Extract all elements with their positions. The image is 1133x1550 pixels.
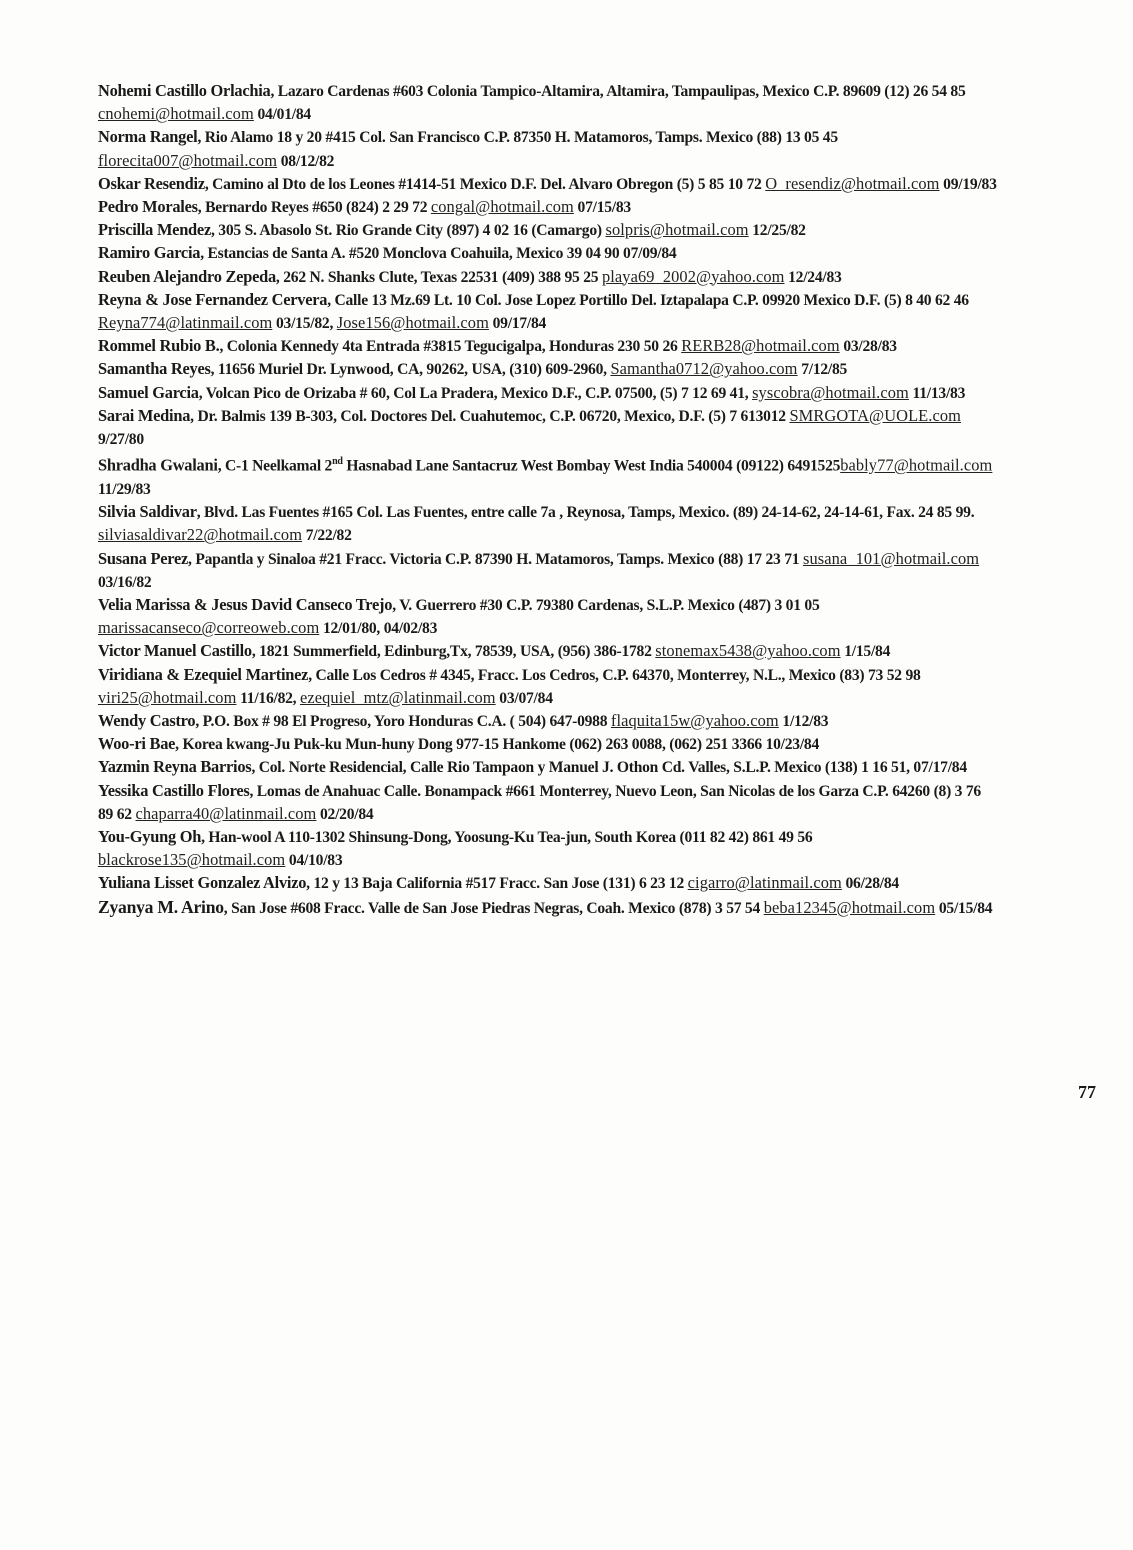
contact-details: 11/16/82, [236, 689, 300, 707]
contact-name: Oskar Resendiz [98, 173, 205, 193]
contact-details: 03/16/82 [98, 573, 152, 591]
directory-entry [98, 242, 998, 265]
contact-details: 1/15/84 [840, 643, 891, 661]
email-link[interactable]: marissacanseco@correoweb.com [98, 618, 320, 638]
contact-details: 7/22/82 [302, 527, 352, 545]
directory-entry [98, 196, 998, 219]
directory-page [98, 80, 998, 920]
contact-details: 09/19/83 [939, 175, 997, 193]
contact-details: , Dr. Balmis 139 B-303, Col. Doctores Del. Cuahutemoc, C.P. 06720, Mexico, D.F. (5) 7 613012 [190, 407, 790, 425]
email-link[interactable]: flaquita15w@yahoo.com [610, 710, 779, 730]
contact-details: , Calle Los Cedros # 4345, Fracc. Los Cedros, C.P. 64370, Monterrey, N.L., Mexico (83) 73 52 98 [308, 666, 921, 684]
ordinal-suffix: nd [332, 456, 343, 468]
contact-details: , Bernardo Reyes #650 (824) 2 29 72 [197, 199, 431, 217]
contact-name: You-Gyung Oh [98, 826, 202, 846]
contact-name: Yessika Castillo Flores [98, 780, 250, 800]
directory-entry [98, 664, 998, 710]
contact-name: Shradha Gwalani [98, 455, 218, 475]
directory-entry [98, 640, 998, 663]
directory-entry [98, 80, 998, 126]
directory-entry [98, 780, 998, 826]
contact-details: , 1821 Summerfield, Edinburg,Tx, 78539, USA, (956) 386-1782 [251, 643, 656, 661]
contact-details: 12/24/83 [784, 268, 842, 286]
contact-details: , Camino al Dto de los Leones #1414-51 Mexico D.F. Del. Alvaro Obregon (5) 5 85 10 72 [204, 175, 766, 193]
contact-name: Yuliana Lisset Gonzalez Alvizo [98, 873, 307, 893]
contact-details: , 305 S. Abasolo St. Rio Grande City (897) 4 02 16 (Camargo) [210, 222, 606, 240]
entry-list [98, 80, 998, 920]
contact-name: Wendy Castro [98, 710, 196, 730]
directory-entry [98, 733, 998, 756]
contact-name: Victor Manuel Castillo [98, 641, 252, 661]
contact-details: , Colonia Kennedy 4ta Entrada #3815 Tegucigalpa, Honduras 230 50 26 [219, 338, 682, 356]
email-link[interactable]: O_resendiz@hotmail.com [765, 173, 940, 193]
contact-name: Nohemi Castillo Orlachia [98, 81, 271, 100]
directory-entry [98, 594, 998, 640]
email-link[interactable]: syscobra@hotmail.com [752, 382, 909, 402]
contact-name: Silvia Saldivar [98, 502, 197, 522]
directory-entry [98, 126, 998, 172]
contact-name: Pedro Morales [98, 197, 198, 217]
directory-entry [98, 382, 998, 405]
contact-name: Rommel Rubio B. [98, 336, 220, 356]
contact-name: Susana Perez [98, 548, 189, 568]
directory-entry [98, 826, 998, 872]
contact-details: , Volcan Pico de Orizaba # 60, Col La Pradera, Mexico D.F., C.P. 07500, (5) 7 12 69 41, [198, 384, 753, 402]
contact-name: Priscilla Mendez [98, 220, 211, 240]
directory-entry [98, 501, 998, 547]
contact-name: Reuben Alejandro Zepeda [98, 266, 276, 286]
directory-entry [98, 266, 998, 289]
contact-name: Norma Rangel [98, 127, 198, 147]
contact-details: , Lazaro Cardenas #603 Colonia Tampico-Altamira, Altamira, Tampaulipas, Mexico C.P. 89609 (12) 26 54 85 [270, 83, 966, 100]
email-link[interactable]: bably77@hotmail.com [840, 455, 993, 475]
contact-details: 11/29/83 [98, 480, 151, 498]
contact-details: , Blvd. Las Fuentes #165 Col. Las Fuentes, entre calle 7a , Reynosa, Tamps, Mexico. (89) 24-14-62, 24-14-61, Fax. 24 85 99. [196, 504, 975, 522]
contact-details: , Col. Norte Residencial, Calle Rio Tampaon y Manuel J. Othon Cd. Valles, S.L.P. Mexico (138) 1 16 51, 07/17/84 [251, 759, 967, 777]
contact-details: 03/15/82, [272, 315, 337, 333]
contact-name: Reyna & Jose Fernandez Cervera [98, 289, 328, 309]
contact-details: 03/28/83 [839, 338, 897, 356]
email-link[interactable]: ezequiel_mtz@latinmail.com [299, 687, 496, 707]
contact-name: Velia Marissa & Jesus David Canseco Trejo [98, 594, 393, 614]
contact-details: , 262 N. Shanks Clute, Texas 22531 (409) 388 95 25 [275, 268, 602, 286]
email-link[interactable]: cnohemi@hotmail.com [98, 104, 254, 124]
contact-name: Yazmin Reyna Barrios [98, 757, 252, 777]
page-number: 77 [1078, 1082, 1096, 1102]
email-link[interactable]: solpris@hotmail.com [605, 220, 749, 240]
contact-details: 08/12/82 [277, 152, 335, 170]
email-link[interactable]: chaparra40@latinmail.com [135, 803, 317, 823]
contact-details: 04/01/84 [253, 106, 311, 124]
directory-entry [98, 173, 998, 196]
directory-entry [98, 289, 998, 335]
email-link[interactable]: RERB28@hotmail.com [681, 336, 840, 356]
directory-entry [98, 710, 998, 733]
contact-details: , C-1 Neelkamal 2 [217, 457, 333, 475]
contact-name: Viridiana & Ezequiel Martinez [98, 664, 309, 684]
contact-name: Samantha Reyes [98, 359, 211, 379]
email-link[interactable]: blackrose135@hotmail.com [98, 850, 286, 870]
contact-details: 12/25/82 [748, 222, 806, 240]
contact-details: 07/15/83 [573, 199, 631, 217]
contact-details: , 11656 Muriel Dr. Lynwood, CA, 90262, USA, (310) 609-2960, [210, 361, 611, 379]
email-link[interactable]: florecita007@hotmail.com [98, 150, 278, 170]
contact-details: 06/28/84 [841, 875, 899, 893]
contact-details: , P.O. Box # 98 El Progreso, Yoro Honduras C.A. ( 504) 647-0988 [195, 712, 611, 730]
contact-details: 09/17/84 [488, 315, 547, 333]
directory-entry [98, 335, 998, 358]
email-link[interactable]: congal@hotmail.com [430, 197, 574, 217]
contact-details: 04/10/83 [285, 852, 343, 870]
directory-entry [98, 872, 998, 895]
email-link[interactable]: viri25@hotmail.com [98, 687, 237, 707]
contact-details: 03/07/84 [495, 689, 553, 707]
contact-details: 05/15/84 [935, 899, 993, 917]
contact-details: 12/01/80, 04/02/83 [319, 620, 438, 638]
contact-details: , 12 y 13 Baja California #517 Fracc. San Jose (131) 6 23 12 [306, 875, 688, 893]
contact-details: , Rio Alamo 18 y 20 #415 Col. San Francisco C.P. 87350 H. Matamoros, Tamps. Mexico (88) 13 05 45 [197, 129, 838, 147]
directory-entry [98, 451, 998, 501]
contact-details: , Lomas de Anahuac Calle. Bonampack #661 Monterrey, Nuevo Leon, San Nicolas de los Garza C.P. 64260 (8) 3 76 89 62 [98, 782, 981, 823]
contact-details: , Calle 13 Mz.69 Lt. 10 Col. Jose Lopez Portillo Del. Iztapalapa C.P. 09920 Mexico D.F. (5) 8 40 62 46 [327, 291, 969, 309]
directory-entry [98, 219, 998, 242]
email-link[interactable]: beba12345@hotmail.com [763, 897, 936, 917]
email-link[interactable]: Jose156@hotmail.com [336, 313, 489, 333]
contact-details: , V. Guerrero #30 C.P. 79380 Cardenas, S.L.P. Mexico (487) 3 01 05 [392, 596, 820, 614]
directory-entry [98, 756, 998, 779]
email-link[interactable]: Samantha0712@yahoo.com [610, 359, 798, 379]
directory-entry [98, 405, 998, 451]
contact-name: Sarai Medina [98, 405, 191, 425]
contact-details: , Estancias de Santa A. #520 Monclova Coahuila, Mexico 39 04 90 07/09/84 [200, 245, 677, 263]
contact-details: 11/13/83 [908, 384, 966, 402]
contact-details: , Papantla y Sinaloa #21 Fracc. Victoria C.P. 87390 H. Matamoros, Tamps. Mexico (88) 17 23 71 [188, 550, 803, 568]
contact-details: 7/12/85 [797, 361, 848, 379]
email-link[interactable]: susana_101@hotmail.com [802, 548, 980, 568]
email-link[interactable]: Reyna774@latinmail.com [98, 313, 273, 333]
email-link[interactable]: SMRGOTA@UOLE.com [789, 405, 962, 425]
contact-name: Samuel Garcia [98, 382, 199, 402]
contact-details: , San Jose #608 Fracc. Valle de San Jose Piedras Negras, Coah. Mexico (878) 3 57 54 [223, 899, 764, 917]
directory-entry [98, 896, 998, 920]
contact-details: , Han-wool A 110-1302 Shinsung-Dong, Yoosung-Ku Tea-jun, South Korea (011 82 42) 861 49 56 [201, 828, 813, 846]
contact-details: , Korea kwang-Ju Puk-ku Mun-huny Dong 977-15 Hankome (062) 263 0088, (062) 251 3366 10/23/84 [175, 736, 820, 754]
contact-name: Woo-ri Bae [98, 734, 176, 754]
email-link[interactable]: silviasaldivar22@hotmail.com [98, 525, 303, 545]
contact-name: Ramiro Garcia [98, 243, 201, 263]
contact-name: Zyanya M. Arino [98, 896, 224, 917]
contact-details: 02/20/84 [316, 805, 374, 823]
directory-entry [98, 548, 998, 594]
email-link[interactable]: playa69_2002@yahoo.com [601, 266, 785, 286]
email-link[interactable]: cigarro@latinmail.com [687, 873, 842, 893]
contact-details: Hasnabad Lane Santacruz West Bombay West India 540004 (09122) 6491525 [342, 457, 841, 475]
directory-entry [98, 358, 998, 381]
contact-details: 9/27/80 [98, 431, 144, 449]
email-link[interactable]: stonemax5438@yahoo.com [655, 641, 841, 661]
contact-details: 1/12/83 [778, 712, 829, 730]
